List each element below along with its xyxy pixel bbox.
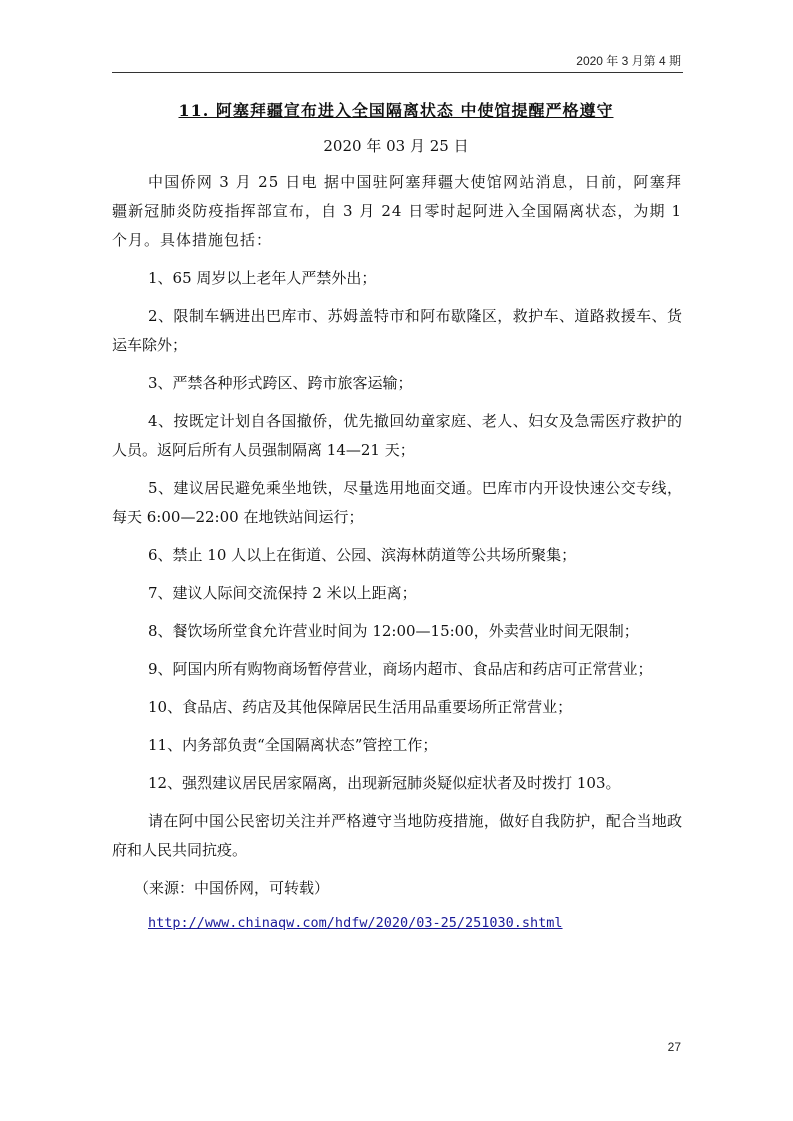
measure-item-3: 3、严禁各种形式跨区、跨市旅客运输； <box>148 374 413 392</box>
measure-item-5: 5、建议居民避免乘坐地铁，尽量选用地面交通。巴库市内开设快速公交专线，每天 6:00—22:00 在地铁站间运行； <box>112 479 682 526</box>
measure-item-12: 12、强烈建议居民居家隔离，出现新冠肺炎疑似症状者及时拨打 103。 <box>148 774 621 792</box>
measure-item-8: 8、餐饮场所堂食允许营业时间为 12:00—15:00，外卖营业时间无限制； <box>148 622 639 640</box>
source-note: （来源：中国侨网，可转载） <box>134 879 330 897</box>
source-link[interactable]: http://www.chinaqw.com/hdfw/2020/03-25/251030.shtml <box>148 915 563 931</box>
measure-item-10: 10、食品店、药店及其他保障居民生活用品重要场所正常营业； <box>148 698 573 716</box>
measure-item-7: 7、建议人际间交流保持 2 米以上距离； <box>148 584 417 602</box>
measure-item-6: 6、禁止 10 人以上在街道、公园、滨海林荫道等公共场所聚集； <box>148 546 577 564</box>
closing-paragraph: 请在阿中国公民密切关注并严格遵守当地防疫措施，做好自我防护，配合当地政府和人民共同抗疫。 <box>112 812 682 859</box>
intro-paragraph: 中国侨网 3 月 25 日电 据中国驻阿塞拜疆大使馆网站消息，日前，阿塞拜疆新冠肺炎防疫指挥部宣布，自 3 月 24 日零时起阿进入全国隔离状态，为期 1 个月。具体措施包括： <box>112 173 682 249</box>
measure-item-11: 11、内务部负责“全国隔离状态”管控工作； <box>148 736 438 754</box>
article-date: 2020 年 03 月 25 日 <box>323 137 469 155</box>
issue-label: 2020 年 3 月第 4 期 <box>576 54 681 68</box>
measure-item-9: 9、阿国内所有购物商场暂停营业，商场内超市、食品店和药店可正常营业； <box>148 660 653 678</box>
measure-item-1: 1、65 周岁以上老年人严禁外出； <box>148 269 377 287</box>
article-title: 11. 阿塞拜疆宣布进入全国隔离状态 中使馆提醒严格遵守 <box>178 101 614 120</box>
measure-item-2: 2、限制车辆进出巴库市、苏姆盖特市和阿布歇隆区，救护车、道路救援车、货运车除外； <box>112 307 682 354</box>
article-body <box>112 168 682 938</box>
header-divider <box>112 72 683 73</box>
measure-item-4: 4、按既定计划自各国撤侨，优先撤回幼童家庭、老人、妇女及急需医疗救护的人员。返阿后所有人员强制隔离 14—21 天； <box>112 412 682 459</box>
page-number: 27 <box>667 1040 681 1054</box>
